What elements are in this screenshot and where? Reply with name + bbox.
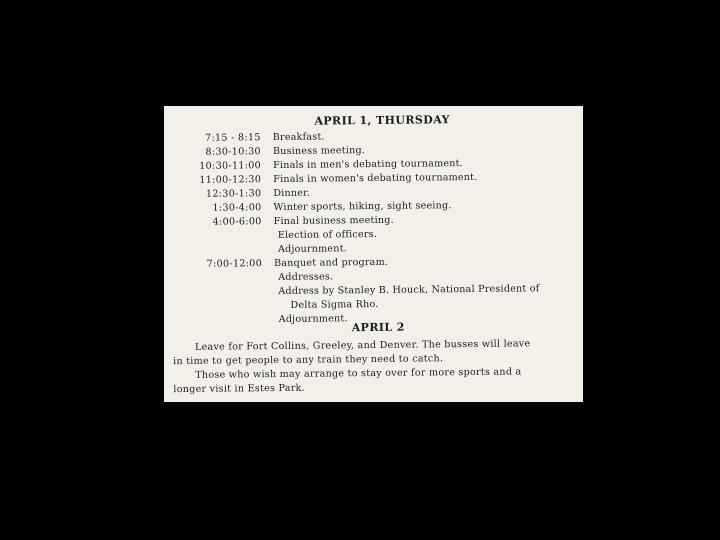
schedule-time: 7:15 - 8:15	[204, 132, 261, 144]
schedule-event: Breakfast.	[272, 131, 325, 144]
paragraph-line: Those who wish may arrange to stay over for more sports and a	[195, 366, 522, 381]
schedule-time: 4:00-6:00	[212, 216, 262, 228]
schedule-subitem: Delta Sigma Rho.	[290, 298, 379, 311]
schedule-time: 10:30-11:00	[199, 160, 262, 172]
schedule-event: Dinner.	[273, 187, 311, 200]
schedule-event: Winter sports, hiking, sight seeing.	[273, 200, 452, 214]
schedule-subitem: Adjournment.	[278, 313, 348, 325]
schedule-event: Finals in women's debating tournament.	[273, 171, 478, 186]
schedule-subitem: Address by Stanley B. Houck, National President of	[278, 283, 540, 297]
paragraph-line: Leave for Fort Collins, Greeley, and Denver. The busses will leave	[194, 338, 531, 353]
schedule-event: Banquet and program.	[274, 256, 389, 270]
page-content	[164, 106, 583, 402]
schedule-time: 8:30-10:30	[205, 146, 261, 158]
schedule-event: Business meeting.	[272, 145, 366, 158]
document-page	[164, 106, 583, 402]
schedule-subitem: Addresses.	[278, 271, 334, 283]
schedule-time: 11:00-12:30	[199, 174, 262, 186]
schedule-time: 7:00-12:00	[206, 258, 263, 270]
day2-heading: APRIL 2	[351, 320, 405, 335]
schedule-event: Final business meeting.	[273, 214, 394, 228]
schedule-subitem: Adjournment.	[277, 243, 348, 256]
schedule-time: 1:30-4:00	[212, 202, 262, 214]
schedule-subitem: Election of officers.	[277, 228, 378, 242]
schedule-time: 12:30-1:30	[205, 188, 262, 200]
paragraph-line: longer visit in Estes Park.	[173, 382, 306, 396]
paragraph-line: in time to get people to any train they need to catch.	[173, 353, 444, 368]
schedule-event: Finals in men's debating tournament.	[273, 158, 463, 172]
day1-heading: APRIL 1, THURSDAY	[314, 113, 450, 128]
